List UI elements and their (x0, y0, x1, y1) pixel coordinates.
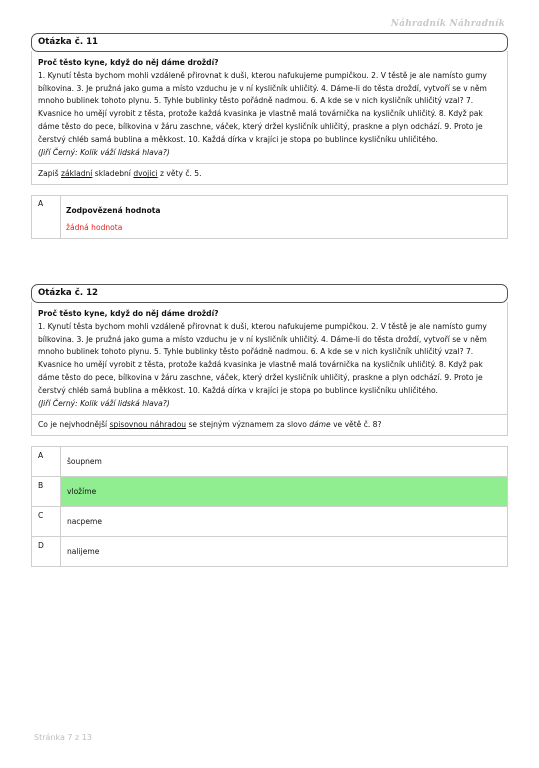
task-text: ve větě č. 8? (330, 420, 382, 430)
option-letter: A (32, 447, 61, 477)
question-header: Otázka č. 12 (31, 284, 508, 303)
task-text: se stejným významem za slovo (186, 420, 310, 430)
option-text[interactable]: šoupnem (61, 447, 508, 477)
question-task (31, 164, 508, 185)
question-header: Otázka č. 11 (31, 33, 508, 52)
task-text: z věty č. 5. (157, 169, 202, 179)
question-text (31, 51, 508, 164)
option-text[interactable]: nacpeme (61, 507, 508, 537)
answer-cell (61, 196, 508, 239)
task-text: Zapiš (38, 169, 62, 179)
question-source: (Jiří Černý: Kolik váží lidská hlava?) (38, 147, 170, 157)
task-text: Co je nejvhodnější (38, 420, 110, 430)
option-row-b[interactable] (32, 477, 508, 507)
task-underlined: základní (61, 169, 93, 179)
option-row-a[interactable] (32, 447, 508, 477)
question-title: Proč těsto kyne, když do něj dáme droždí? (38, 309, 219, 318)
option-row-c[interactable] (32, 507, 508, 537)
answer-letter: A (32, 196, 61, 239)
answer-label: Zodpovězená hodnota (66, 206, 161, 216)
watermark: Náhradník Náhradník (390, 19, 505, 29)
option-row-d[interactable] (32, 537, 508, 567)
question-11 (31, 33, 508, 239)
option-letter: C (32, 507, 61, 537)
option-letter: D (32, 537, 61, 567)
answer-table (31, 195, 508, 239)
option-text-selected[interactable]: vložíme (61, 477, 508, 507)
option-letter: B (32, 477, 61, 507)
question-body: 1. Kynutí těsta bychom mohli vzdáleně přirovnat k duši, kterou nafukujeme pumpičkou. 2. V těstě je ale namísto gumy bílkovina. 3. Je pružná jako guma a místo vzduchu je v ní kysličník uhličitý. 4. Dáme-li do těsta droždí, vytvoří se v něm mnoho bublinek tohoto plynu. 5. Tyhle bublinky těsto pořádně nadmou. 6. A kde se v nich kysličník uhličitý vzal? 7. Kvasnice ho umějí vyrobit z těsta, protože každá kvasinka je vlastně malá továrnička na kysličník uhličitý. 8. Když pak dáme těsto do pece, bílkovina v žáru zaschne, váček, který držel kysličník uhličitý, praskne a plyn odchází. 9. Proto je čerstvý chléb samá bublina a měkkost. 10. Každá dírka v krajíci je stopa po bublince kysličníku uhličitého. (38, 321, 487, 395)
question-body: 1. Kynutí těsta bychom mohli vzdáleně přirovnat k duši, kterou nafukujeme pumpičkou. 2. V těstě je ale namísto gumy bílkovina. 3. Je pružná jako guma a místo vzduchu je v ní kysličník uhličitý. 4. Dáme-li do těsta droždí, vytvoří se v něm mnoho bublinek tohoto plynu. 5. Tyhle bublinky těsto pořádně nadmou. 6. A kde se v nich kysličník uhličitý vzal? 7. Kvasnice ho umějí vyrobit z těsta, protože každá kvasinka je vlastně malá továrnička na kysličník uhličitý. 8. Když pak dáme těsto do pece, bílkovina v žáru zaschne, váček, který držel kysličník uhličitý, praskne a plyn odchází. 9. Proto je čerstvý chléb samá bublina a měkkost. 10. Každá dírka v krajíci je stopa po bublince kysličníku uhličitého. (38, 70, 487, 144)
question-12 (31, 284, 508, 567)
option-text[interactable]: nalijeme (61, 537, 508, 567)
options-table (31, 446, 508, 567)
question-title: Proč těsto kyne, když do něj dáme droždí? (38, 58, 219, 67)
question-source: (Jiří Černý: Kolik váží lidská hlava?) (38, 398, 170, 408)
task-text: skladební (92, 169, 134, 179)
task-italic: dáme (309, 420, 331, 430)
page-number: Stránka 7 z 13 (34, 733, 92, 742)
answer-value: žádná hodnota (66, 223, 123, 233)
question-task (31, 415, 508, 436)
task-underlined: dvojici (133, 169, 158, 179)
question-text (31, 302, 508, 415)
task-underlined: spisovnou náhradou (109, 420, 187, 430)
